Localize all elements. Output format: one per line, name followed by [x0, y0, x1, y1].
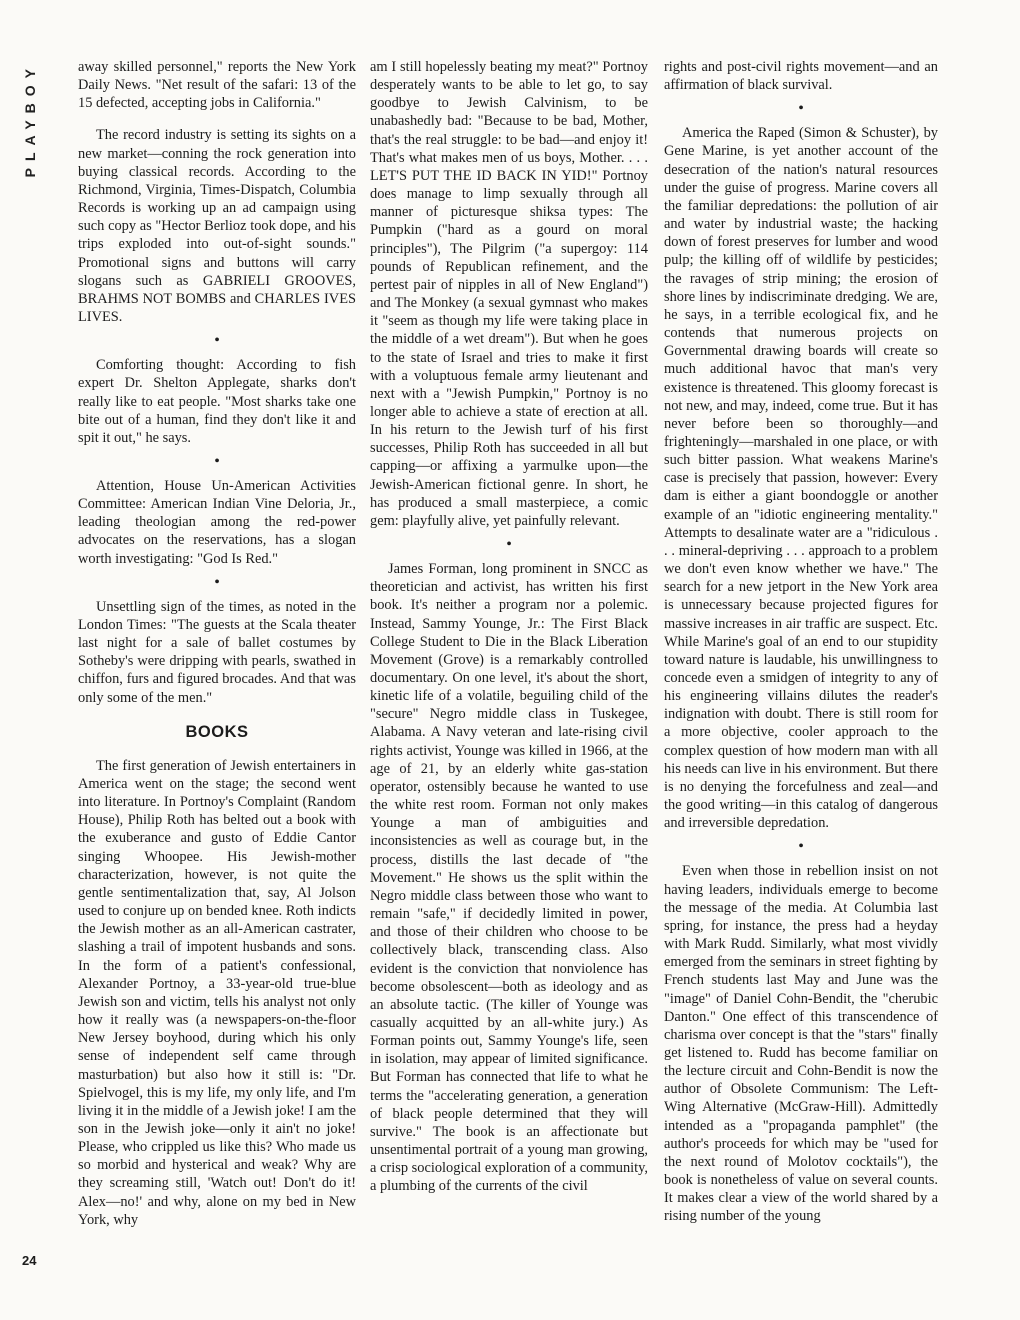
- bullet-separator: [78, 332, 356, 350]
- paragraph: The first generation of Jewish entertainers in America went on the stage; the second went into literature. In Portnoy's Complaint (Random House), Philip Roth has belted out a book with the exuberance and gusto of Eddie Cantor singing Whoopee. His Jewish-mother characterization, however, is not quite the gentle sentimentalization that, say, Al Jolson used to conjure up on bended knee. Roth indicts the Jewish mother as an all-American castrater, slashing a trail of impotent husbands and sons. In the form of a patient's confessional, Alexander Portnoy, a 33-year-old true-blue Jewish son and victim, tells his analyst not only how it really was (a newspapers-on-the-floor New Jersey boyhood, during which his only sense of independent self came through masturbation) but also how it still is: "Dr. Spielvogel, this is my life, my only life, and I'm living it in the middle of a Jewish joke! I am the son in the Jewish joke—only it ain't no joke! Please, who crippled us like this? Who made us so morbid and hysterical and weak? Why are they screaming still, 'Watch out! Don't do it! Alex—no!' and why, alone on my bed in New York, why: [78, 757, 356, 1228]
- paragraph: rights and post-civil rights movement—and an affirmation of black survival.: [664, 59, 938, 94]
- section-heading: BOOKS: [185, 722, 249, 741]
- paragraph: Attention, House Un-American Activities Committee: American Indian Vine Deloria, Jr., leading theologian among the red-power advocates on the reservations, has a slogan worth investigating: "God Is Red.": [78, 477, 356, 567]
- bullet-separator: [664, 100, 938, 118]
- column-2: [370, 58, 648, 1196]
- column-1: [78, 58, 356, 1229]
- bullet-separator: [370, 536, 648, 554]
- paragraph: Comforting thought: According to fish expert Dr. Shelton Applegate, sharks don't really like to eat people. "Most sharks take one bite out of a human, find they don't like it and spit it out," he says.: [78, 357, 356, 446]
- bullet-separator: [78, 453, 356, 471]
- paragraph: James Forman, long prominent in SNCC as theoretician and activist, has written his first book. It's neither a program nor a polemic. Instead, Sammy Younge, Jr.: The First Black College Student to Die in the Black Liberation Movement (Grove) is a remarkably controlled documentary. On one level, it's about the short, kinetic life of a volatile, beguiling child of the "secure" Negro middle class in Tuskegee, Alabama. A Navy veteran and late-rising civil rights activist, Younge was killed in 1966, at the age of 21, by an elderly white gas-station operator, ostensibly because he wanted to use the white rest room. Forman not only makes Younge a man of ambiguities and inconsistencies as well as courage but, in the process, distills the last decade of "the Movement." He shows us the split within the Negro middle class between those who want to remain "safe," if decidedly limited in power, and those of their children who choose to be collectively black, transcending class. Also evident is the conviction that nonviolence has become obsolescent—both as ideology and as an absolute tactic. (The killer of Younge was casually acquitted by an all-white jury.) As Forman points out, Sammy Younge's life, seen in isolation, may appear of limited significance. But Forman has connected that life to what he terms the "accelerating generation, a generation of black people determined that they will survive." The book is an affectionate but unsentimental portrait of a young man growing, a crisp sociological exploration of a community, a plumbing of the currents of the civil: [370, 561, 648, 1195]
- column-3: [664, 58, 938, 1226]
- spacer: [78, 112, 356, 126]
- paragraph: Even when those in rebellion insist on not having leaders, individuals emerge to become the message of the media. At Columbia last spring, for instance, the press had a heyday with Mark Rudd. Similarly, what most vividly emerged from the seminars in street fighting by French students last May and June was the "image" of Daniel Cohn-Bendit, the "cherubic Danton." One effect of this transcendence of charisma over concept is that the "stars" finally get listened to. Rudd has become familiar on the lecture circuit and Cohn-Bendit is now the author of Obsolete Communism: The Left-Wing Alternative (McGraw-Hill). Admittedly intended as a "propaganda pamphlet" (the author's proceeds for which may be "used for the next round of Molotov cocktails"), the book is nonetheless of value on several counts. It makes clear a view of the world shared by a rising number of the young: [664, 863, 938, 1225]
- paragraph: away skilled personnel," reports the New York Daily News. "Net result of the safari: 13 of the 15 defected, accepting jobs in California.": [78, 59, 356, 112]
- paragraph: America the Raped (Simon & Schuster), by Gene Marine, is yet another account of the desecration of the nation's natural resources under the guise of progress. Marine covers all the familiar depredations: the pollution of air and water by industrial waste; the hacking down of forest preserves for lumber and wood pulp; the killing off of wildlife by pesticides; the ravages of strip mining; the erosion of shore lines by indiscriminate dredging. We are, he says, in a terrible ecological fix, and he contends that numerous projects on Governmental drawing boards will create so much additional havoc that man's very existence is threatened. This gloomy forecast is not new, and may, indeed, come true. But it has never before been so thoroughly—and frighteningly—marshaled in one place, or with such bitter passion. What weakens Marine's case is precisely that passion, however: Every dam is either a giant boondoggle or another example of an "idiotic engineering mentality." Attempts to desalinate water are a "ridiculous . . . mineral-depriving . . . approach to a problem we don't even know whether we have." The search for a new jetport in the New York area is unnecessary because projected figures for massive increases in air traffic are suspect. Etc. While Marine's goal of an end to our stupidity toward nature is laudable, his unwillingness to concede even a smidgen of integrity to any of his engineering villains dilutes the reader's indignation with doubt. There is still room for a more objective, cooler approach to the complex question of how modern man with all his needs can live in his environment. But there is no denying the forcefulness and zeal—and the good writing—in this catalog of dangerous and irreversible depredation.: [664, 125, 938, 832]
- bullet-separator: [664, 838, 938, 856]
- page-number: 24: [22, 1253, 37, 1268]
- paragraph: The record industry is setting its sights on a new market—conning the rock generation into buying classical records. According to the Richmond, Virginia, Times-Dispatch, Columbia Records is working up an ad campaign using such copy as "Hector Berlioz took dope, and his trips exploded into out-of-sight sounds." Promotional signs and buttons will carry slogans such as GABRIELI GROOVES, BRAHMS NOT BOMBS and CHARLES IVES LIVES.: [78, 127, 356, 326]
- magazine-masthead: PLAYBOY: [22, 62, 38, 178]
- paragraph: Unsettling sign of the times, as noted in the London Times: "The guests at the Scala theater last night for a sale of ballet costumes by Sotheby's were dripping with pearls, swathed in chiffon, furs and figured brocades. And that was only some of the men.": [78, 598, 356, 706]
- bullet-separator: [78, 574, 356, 592]
- paragraph: am I still hopelessly beating my meat?" Portnoy desperately wants to be able to let go, to say goodbye to Jewish Calvinism, to be unabashedly bad: "Because to be bad, Mother, that's the real struggle: to be bad—and enjoy it! That's what makes men of us boys, Mother. . . . LET'S PUT THE ID BACK IN YID!" Portnoy does manage to limp sexually through all manner of picturesque shiksa types: The Pumpkin ("hard as a gourd on moral principles"), The Pilgrim ("a supergoy: 114 pounds of Republican refinement, and the pertest pair of nipples in all of New England") and The Monkey (a sexual gymnast who makes it "seem as though my life were taking place in the middle of a wet dream"). But when he goes to the state of Israel and tries to make it first with a voluptuous female army lieutenant and next with a "Jewish Pumpkin," Portnoy is no longer able to achieve a state of erection at all. In his return to the Jewish turf of his first successes, Philip Roth has succeeded in all but capping—or affixing a yarmulke upon—the Jewish-American fictional genre. In short, he has produced a small masterpiece, a comic gem: playfully alive, yet painfully relevant.: [370, 59, 648, 529]
